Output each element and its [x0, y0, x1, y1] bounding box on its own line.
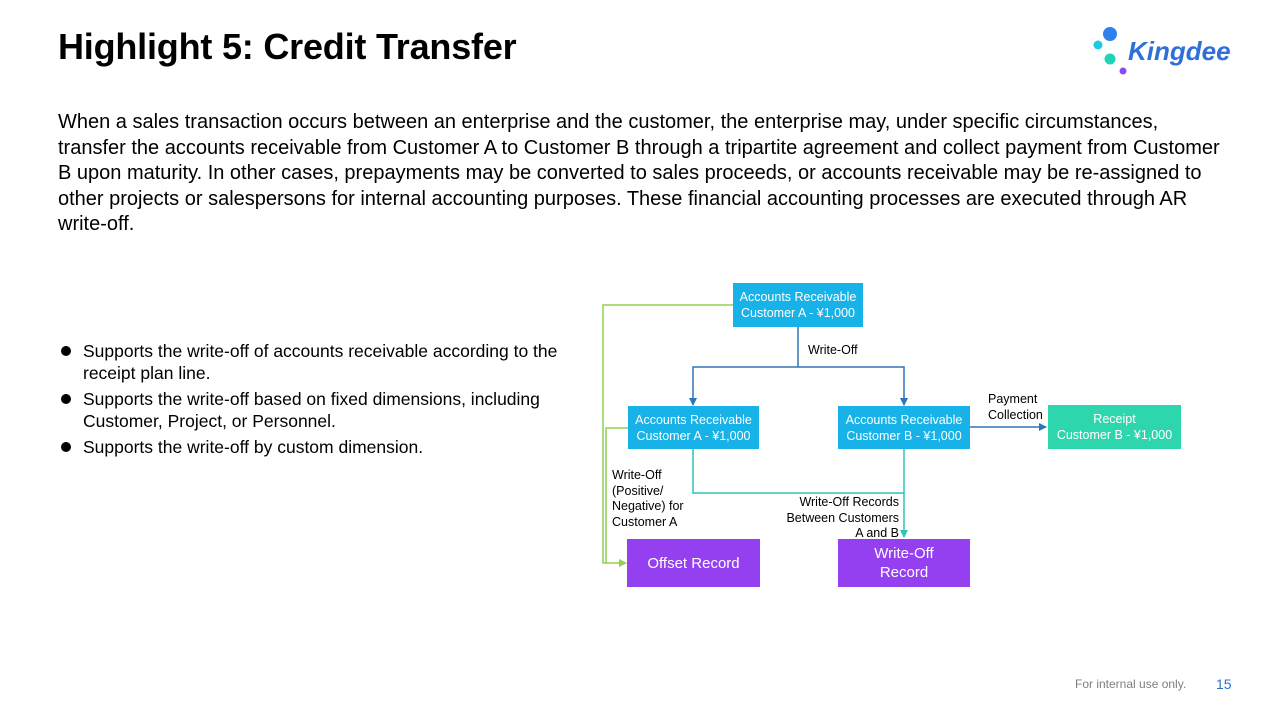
node-line2: Record [879, 564, 929, 581]
label-records-note [770, 495, 899, 542]
label-line: Collection [988, 407, 1043, 422]
intro-paragraph: When a sales transaction occurs between an enterprise and the customer, the enterprise may, under specific circumstances, transfer the accounts receivable from Customer A to Customer B through a tripartite agreement and collect payment from Customer B upon maturity. In other cases, prepayments may be converted to sales proceeds, or accounts receivable may be re-assigned to other projects or salespersons for internal accounting purposes. These financial accounting processes are executed through AR write-off. [58, 111, 1220, 235]
node-ar-customer-b [838, 406, 970, 449]
node-line1: Offset Record [647, 554, 740, 572]
label-line: Write-Off [612, 468, 662, 482]
node-write-off-record [838, 539, 970, 587]
slide-title: Highlight 5: Credit Transfer [58, 26, 517, 67]
logo-text: Kingdee [1128, 36, 1231, 66]
node-line1: Accounts Receivable [845, 412, 963, 427]
label-write-off: Write-Off [808, 343, 858, 357]
node-line2: Customer A - ¥1,000 [741, 306, 855, 320]
node-line1: Receipt [1093, 412, 1136, 426]
node-receipt-customer-b [1048, 405, 1181, 449]
node-line1: Accounts Receivable [635, 412, 752, 427]
label-line: Write-Off Records [799, 495, 899, 509]
connector-split-to-ar-b [798, 367, 904, 405]
node-line2: Customer A - ¥1,000 [636, 428, 751, 443]
node-line2: Customer B - ¥1,000 [846, 428, 962, 443]
label-line: (Positive/ [612, 483, 664, 498]
footer-note: For internal use only. [1075, 677, 1187, 691]
label-line: A and B [855, 526, 899, 540]
label-payment-collection [988, 392, 1043, 423]
node-line2: Customer B - ¥1,000 [1056, 428, 1173, 442]
bullet-text: Supports the write-off by custom dimension. [83, 437, 424, 457]
connector-split-to-ar-a [693, 367, 798, 405]
node-ar-customer-a [628, 406, 759, 449]
bullet-text: Supports the write-off based on fixed dimensions, including Customer, Project, or Personnel. [83, 389, 540, 431]
node-line1: Accounts Receivable [739, 290, 857, 304]
label-line: Between Customers [786, 510, 899, 525]
label-line: Negative) for [612, 499, 684, 513]
bullet-text: Supports the write-off of accounts receivable according to the receipt plan line. [83, 341, 558, 383]
node-ar-customer-a-top [733, 283, 863, 327]
page-number: 15 [1216, 676, 1232, 692]
connector-ar-a-to-write-off-record [693, 449, 904, 493]
node-offset-record [627, 539, 760, 587]
node-line1: Write-Off [874, 545, 934, 562]
label-line: Customer A [612, 514, 678, 529]
label-offset-note [612, 468, 684, 530]
label-line: Payment [988, 392, 1038, 406]
